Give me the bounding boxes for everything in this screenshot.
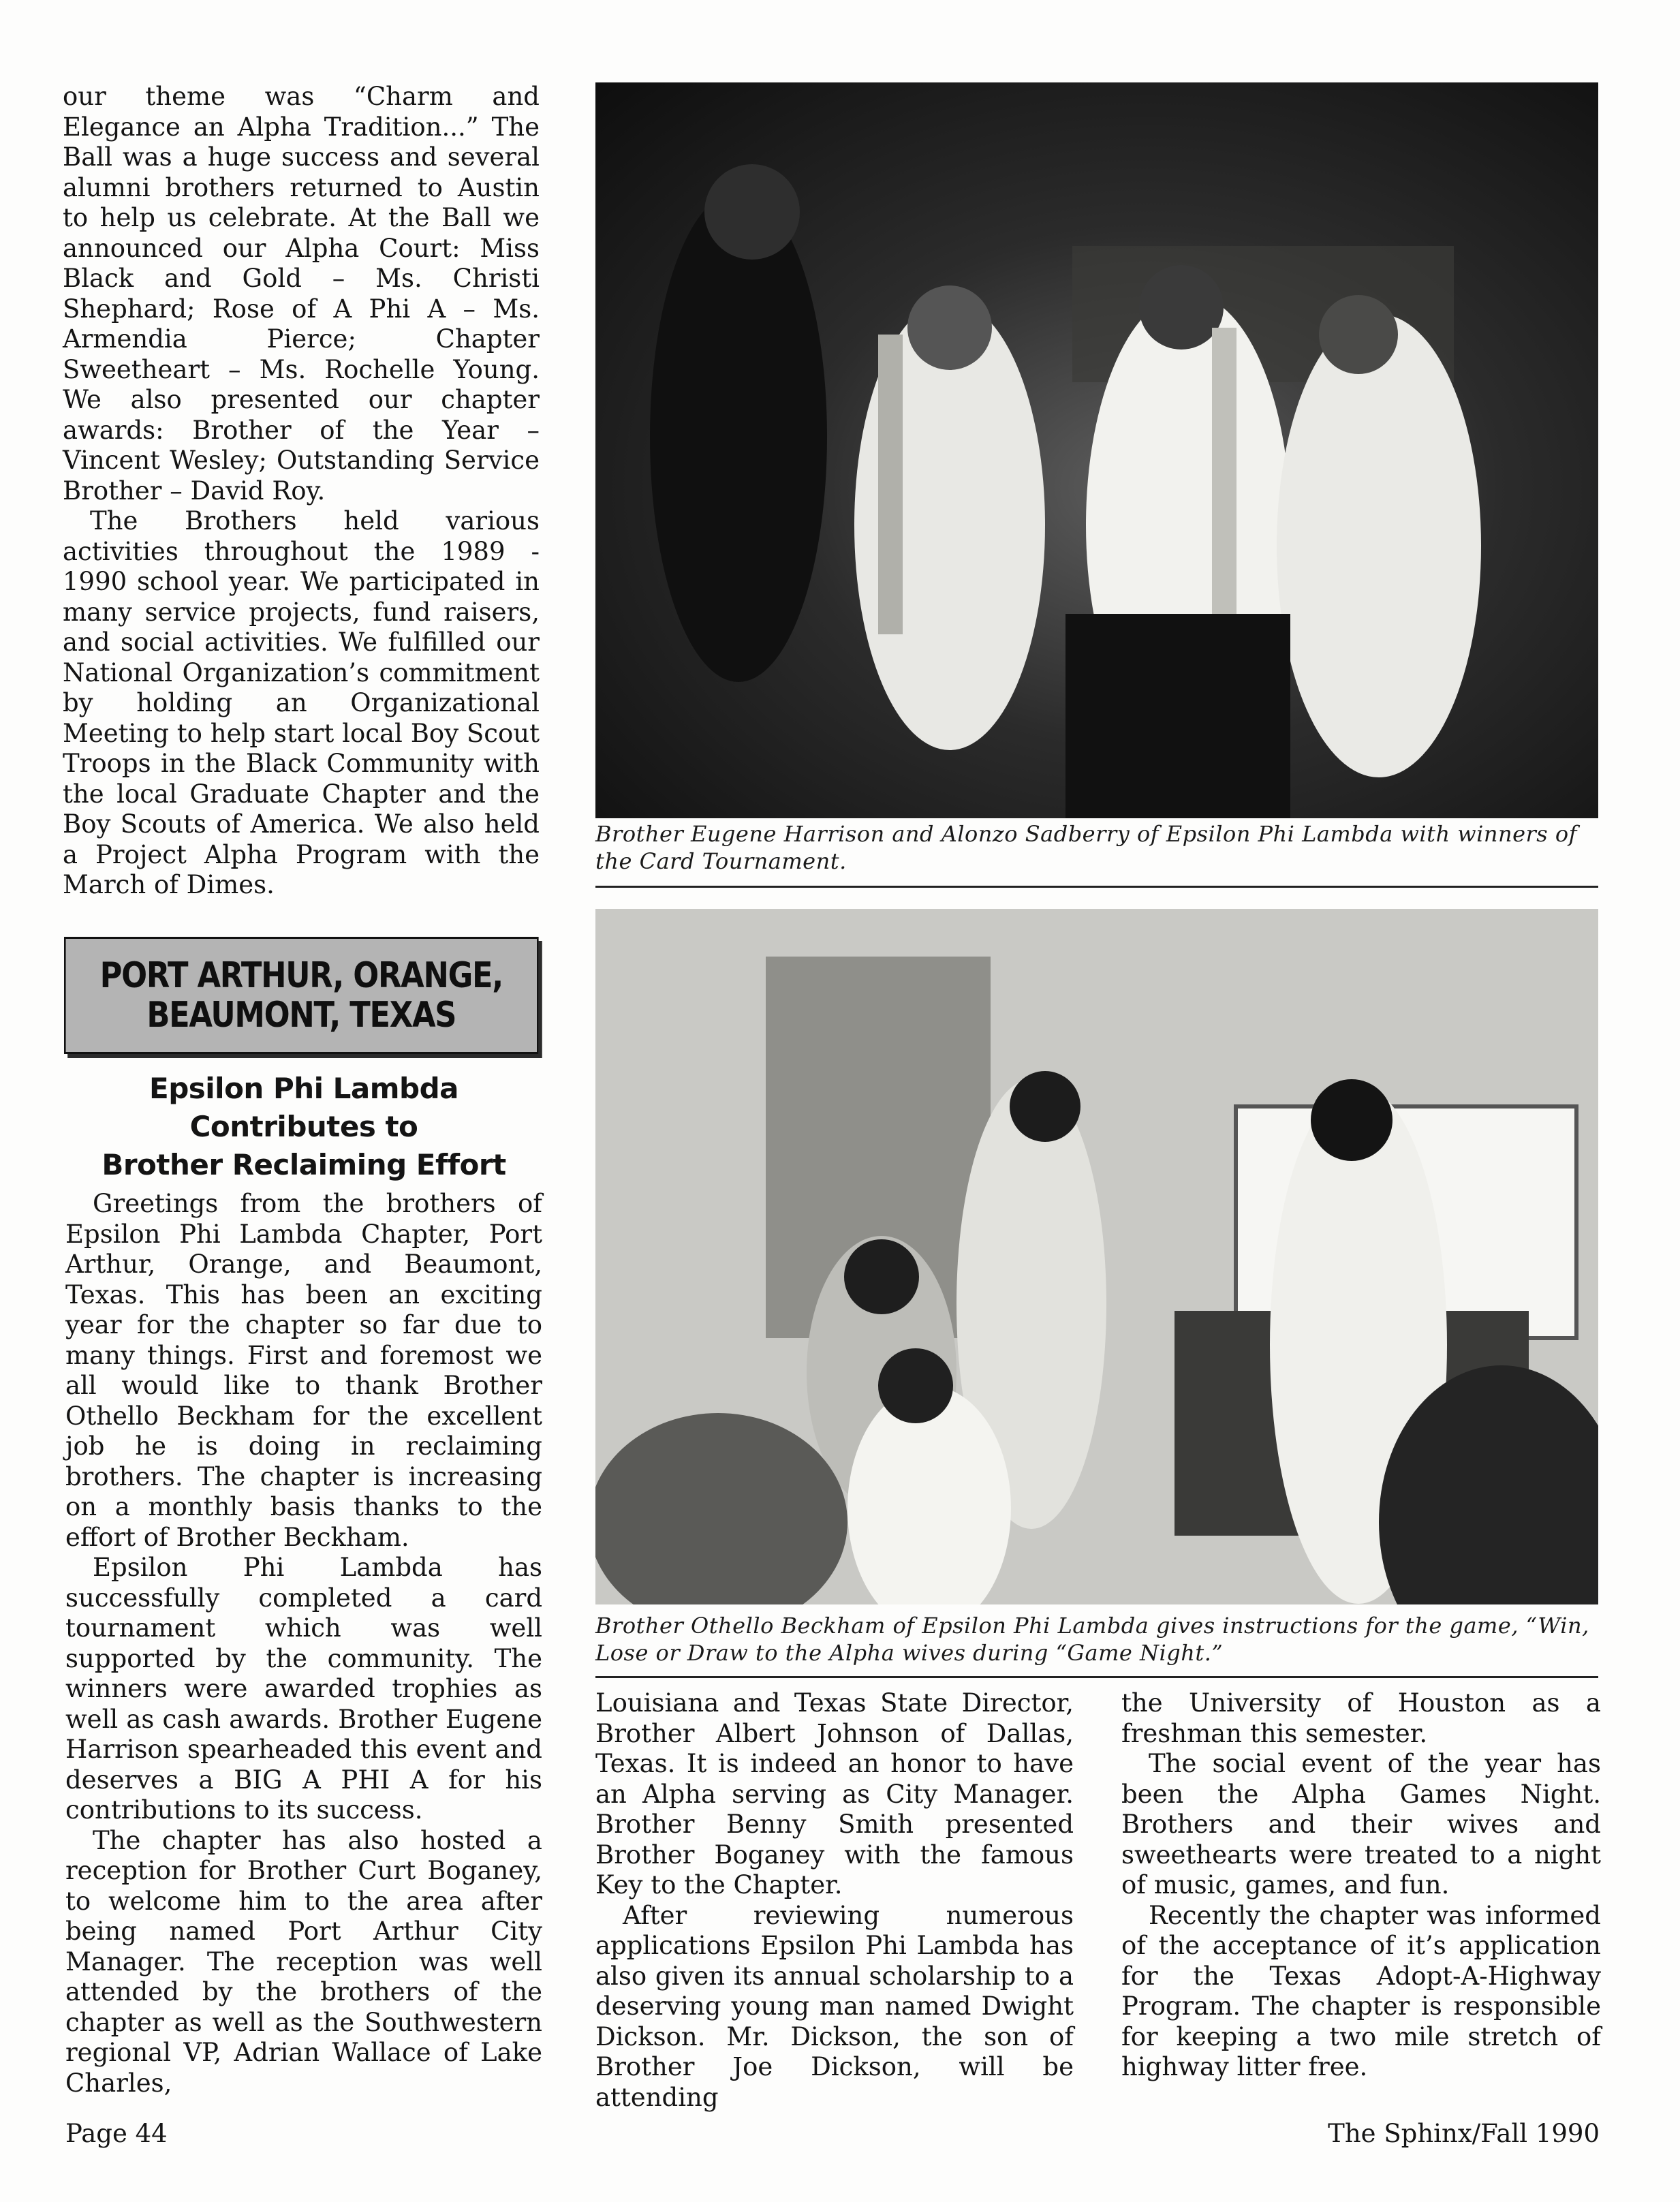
page-number: Page 44 <box>65 2119 168 2148</box>
paragraph: The social event of the year has been the Alpha Games Night. Brothers and their wives and sweethearts were treated to a night of music, games, and fun. <box>1121 1749 1601 1899</box>
paragraph: The chapter has also hosted a reception for Brother Curt Boganey, to welcome him to the area after being named Port Arthur City Manager. The reception was well attended by the brothers of the chapter as well as the Southwestern regional VP, Adrian Wallace of Lake Charles, <box>65 1825 542 2098</box>
photo-game-night-illustration <box>595 909 1598 1604</box>
column-article-left <box>65 1189 542 2098</box>
headline-line: Epsilon Phi Lambda <box>149 1072 458 1105</box>
column-article-right <box>1121 1688 1601 2083</box>
publication-name: The Sphinx/Fall 1990 <box>1328 2119 1600 2148</box>
column-top-left <box>63 82 540 901</box>
photo-caption-top: Brother Eugene Harrison and Alonzo Sadberry of Epsilon Phi Lambda with winners of the Card Tournament. <box>595 821 1577 874</box>
photo-trophy-winners-illustration <box>595 82 1598 818</box>
headline-line: Contributes to <box>189 1110 418 1143</box>
divider-rule <box>595 1676 1598 1678</box>
photo-game-night <box>595 909 1598 1604</box>
divider-rule <box>595 886 1598 888</box>
region-banner <box>64 937 539 1054</box>
paragraph: Greetings from the brothers of Epsilon Phi Lambda Chapter, Port Arthur, Orange, and Beaumont, Texas. This has been an exciting year for the chapter so far due to many things. First and foremost we all would like to thank Brother Othello Beckham for the excellent job he is doing in reclaiming brothers. The chapter is increasing on a monthly basis thanks to the effort of Brother Beckham. <box>65 1189 542 1552</box>
column-article-middle <box>595 1688 1074 2113</box>
paragraph: Recently the chapter was informed of the acceptance of it’s application for the Texas Adopt-A-Highway Program. The chapter is responsible for keeping a two mile stretch of highway litter free. <box>1121 1900 1601 2081</box>
paragraph: After reviewing numerous applications Epsilon Phi Lambda has also given its annual scholarship to a deserving young man named Dwight Dickson. Mr. Dickson, the son of Brother Joe Dickson, will be attending <box>595 1900 1074 2112</box>
headline-line: Brother Reclaiming Effort <box>102 1148 506 1181</box>
paragraph: the University of Houston as a freshman this semester. <box>1121 1688 1601 1748</box>
photo-caption-bottom: Brother Othello Beckham of Epsilon Phi Lambda gives instructions for the game, “Win, Lose or Draw to the Alpha wives during “Game Night.” <box>595 1613 1589 1666</box>
paragraph: Louisiana and Texas State Director, Brother Albert Johnson of Dallas, Texas. It is indeed an honor to have an Alpha serving as City Manager. Brother Benny Smith presented Brother Boganey with the famous Key to the Chapter. <box>595 1688 1074 1899</box>
region-banner-line: BEAUMONT, TEXAS <box>146 995 456 1036</box>
article-headline <box>65 1070 542 1184</box>
photo-trophy-winners <box>595 82 1598 818</box>
paragraph: Epsilon Phi Lambda has successfully completed a card tournament which was well supported by the community. The winners were awarded trophies as well as cash awards. Brother Eugene Harrison spearheaded this event and deserves a BIG A PHI A for his contributions to its success. <box>65 1553 542 1825</box>
region-banner-line: PORT ARTHUR, ORANGE, <box>99 955 503 996</box>
paragraph: our theme was “Charm and Elegance an Alpha Tradition...” The Ball was a huge success and several alumni brothers returned to Austin to help us celebrate. At the Ball we announced our Alpha Court: Miss Black and Gold – Ms. Christi Shephard; Rose of A Phi A – Ms. Armendia Pierce; Chapter Sweetheart – Ms. Rochelle Young. We also presented our chapter awards: Brother of the Year – Vincent Wesley; Outstanding Service Brother – David Roy. <box>63 82 540 506</box>
paragraph: The Brothers held various activities throughout the 1989 - 1990 school year. We participated in many service projects, fund raisers, and social activities. We fulfilled our National Organization’s commitment by holding an Organizational Meeting to help start local Boy Scout Troops in the Black Community with the local Graduate Chapter and the Boy Scouts of America. We also held a Project Alpha Program with the March of Dimes. <box>63 506 540 899</box>
